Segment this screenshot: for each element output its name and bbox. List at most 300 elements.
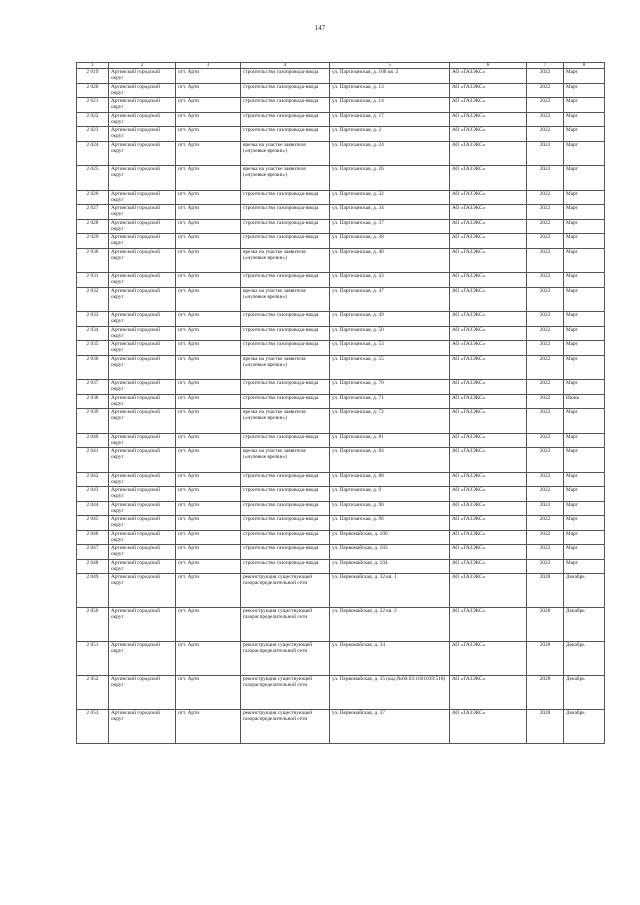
- year-cell: 2028: [527, 710, 564, 744]
- row-number-cell: 2 022: [77, 112, 109, 127]
- table-row: [77, 545, 605, 560]
- month-cell: Март: [564, 219, 605, 234]
- organization-cell: АО «ГАЗЭКС»: [450, 234, 527, 249]
- district-cell: Артинский городской округ: [109, 83, 176, 98]
- table-row: [77, 98, 605, 113]
- table-row: [77, 710, 605, 744]
- month-cell: Март: [564, 341, 605, 356]
- table-row: [77, 326, 605, 341]
- locality-cell: пгт. Арти: [176, 608, 241, 642]
- address-cell: ул. Партизанская, д. 72: [330, 409, 450, 434]
- locality-cell: пгт. Арти: [176, 166, 241, 191]
- work-type-cell: строительство газопровода-ввода: [241, 326, 330, 341]
- address-cell: ул. Партизанская, д. 81: [330, 433, 450, 448]
- year-cell: 2022: [527, 326, 564, 341]
- row-number-cell: 2 045: [77, 516, 109, 531]
- year-cell: 2022: [527, 190, 564, 205]
- organization-cell: АО «ГАЗЭКС»: [450, 545, 527, 560]
- address-cell: ул. Партизанская, д. 49: [330, 312, 450, 327]
- month-cell: Март: [564, 516, 605, 531]
- address-cell: ул. Партизанская, д. 17: [330, 112, 450, 127]
- organization-cell: АО «ГАЗЭКС»: [450, 287, 527, 312]
- address-cell: ул. Первомайская, д. 35 (кад.№66:03:1601039:518): [330, 676, 450, 710]
- month-cell: Март: [564, 448, 605, 473]
- year-cell: 2022: [527, 312, 564, 327]
- organization-cell: АО «ГАЗЭКС»: [450, 112, 527, 127]
- row-number-cell: 2 039: [77, 409, 109, 434]
- work-type-cell: строительство газопровода-ввода: [241, 69, 330, 84]
- locality-cell: пгт. Арти: [176, 501, 241, 516]
- address-cell: ул. Партизанская, д. 96: [330, 516, 450, 531]
- table-row: [77, 487, 605, 502]
- year-cell: 2022: [527, 273, 564, 288]
- row-number-cell: 2 049: [77, 574, 109, 608]
- column-number: 4: [241, 63, 330, 69]
- work-type-cell: строительство газопровода-ввода: [241, 234, 330, 249]
- organization-cell: АО «ГАЗЭКС»: [450, 69, 527, 84]
- district-cell: Артинский городской округ: [109, 545, 176, 560]
- district-cell: Артинский городской округ: [109, 69, 176, 84]
- row-number-cell: 2 042: [77, 472, 109, 487]
- locality-cell: пгт. Арти: [176, 98, 241, 113]
- table-row: [77, 608, 605, 642]
- column-number: 7: [527, 63, 564, 69]
- work-type-cell: строительство газопровода-ввода: [241, 501, 330, 516]
- locality-cell: пгт. Арти: [176, 380, 241, 395]
- locality-cell: пгт. Арти: [176, 326, 241, 341]
- work-type-cell: строительство газопровода-ввода: [241, 127, 330, 142]
- address-cell: ул. Первомайская, д. 100: [330, 530, 450, 545]
- address-cell: ул. Партизанская, д. 70: [330, 380, 450, 395]
- month-cell: Декабрь: [564, 642, 605, 676]
- table-row: [77, 380, 605, 395]
- district-cell: Артинский городской округ: [109, 530, 176, 545]
- locality-cell: пгт. Арти: [176, 559, 241, 574]
- year-cell: 2022: [527, 501, 564, 516]
- organization-cell: АО «ГАЗЭКС»: [450, 166, 527, 191]
- district-cell: Артинский городской округ: [109, 608, 176, 642]
- locality-cell: пгт. Арти: [176, 545, 241, 560]
- locality-cell: пгт. Арти: [176, 273, 241, 288]
- month-cell: Март: [564, 205, 605, 220]
- address-cell: ул. Партизанская, д. 50: [330, 326, 450, 341]
- work-type-cell: врезка на участке заявителя («нулевые врезки»): [241, 355, 330, 380]
- year-cell: 2022: [527, 98, 564, 113]
- address-cell: ул. Партизанская, д. 24: [330, 141, 450, 166]
- work-type-cell: реконструкция существующей газораспределительной сети: [241, 710, 330, 744]
- year-cell: 2022: [527, 559, 564, 574]
- locality-cell: пгт. Арти: [176, 141, 241, 166]
- table-row: [77, 127, 605, 142]
- locality-cell: пгт. Арти: [176, 472, 241, 487]
- district-cell: Артинский городской округ: [109, 355, 176, 380]
- row-number-cell: 2 034: [77, 326, 109, 341]
- district-cell: Артинский городской округ: [109, 574, 176, 608]
- table-body: [77, 63, 605, 744]
- column-number: 2: [109, 63, 176, 69]
- row-number-cell: 2 031: [77, 273, 109, 288]
- year-cell: 2022: [527, 287, 564, 312]
- locality-cell: пгт. Арти: [176, 341, 241, 356]
- year-cell: 2028: [527, 608, 564, 642]
- row-number-cell: 2 024: [77, 141, 109, 166]
- year-cell: 2028: [527, 642, 564, 676]
- locality-cell: пгт. Арти: [176, 219, 241, 234]
- work-type-cell: строительство газопровода-ввода: [241, 559, 330, 574]
- table-row: [77, 409, 605, 434]
- address-cell: ул. Партизанская, д. 32: [330, 190, 450, 205]
- column-number: 5: [330, 63, 450, 69]
- district-cell: Артинский городской округ: [109, 287, 176, 312]
- table-row: [77, 394, 605, 409]
- district-cell: Артинский городской округ: [109, 312, 176, 327]
- district-cell: Артинский городской округ: [109, 112, 176, 127]
- organization-cell: АО «ГАЗЭКС»: [450, 516, 527, 531]
- month-cell: Март: [564, 234, 605, 249]
- table-row: [77, 559, 605, 574]
- month-cell: Декабрь: [564, 574, 605, 608]
- organization-cell: АО «ГАЗЭКС»: [450, 219, 527, 234]
- work-type-cell: строительство газопровода-ввода: [241, 433, 330, 448]
- district-cell: Артинский городской округ: [109, 205, 176, 220]
- organization-cell: АО «ГАЗЭКС»: [450, 312, 527, 327]
- organization-cell: АО «ГАЗЭКС»: [450, 98, 527, 113]
- month-cell: Март: [564, 545, 605, 560]
- locality-cell: пгт. Арти: [176, 355, 241, 380]
- locality-cell: пгт. Арти: [176, 516, 241, 531]
- address-cell: ул. Партизанская, д. 26: [330, 166, 450, 191]
- month-cell: Март: [564, 190, 605, 205]
- month-cell: Март: [564, 287, 605, 312]
- year-cell: 2022: [527, 341, 564, 356]
- year-cell: 2022: [527, 433, 564, 448]
- table-row: [77, 141, 605, 166]
- row-number-cell: 2 035: [77, 341, 109, 356]
- organization-cell: АО «ГАЗЭКС»: [450, 530, 527, 545]
- year-cell: 2022: [527, 448, 564, 473]
- table-row: [77, 205, 605, 220]
- column-number: 3: [176, 63, 241, 69]
- address-cell: ул. Партизанская, д. 38: [330, 234, 450, 249]
- work-type-cell: врезка на участке заявителя («нулевые врезки»): [241, 409, 330, 434]
- year-cell: 2022: [527, 166, 564, 191]
- work-type-cell: строительство газопровода-ввода: [241, 487, 330, 502]
- work-type-cell: строительство газопровода-ввода: [241, 312, 330, 327]
- row-number-cell: 2 044: [77, 501, 109, 516]
- row-number-cell: 2 037: [77, 380, 109, 395]
- district-cell: Артинский городской округ: [109, 394, 176, 409]
- work-type-cell: врезка на участке заявителя («нулевые врезки»): [241, 141, 330, 166]
- locality-cell: пгт. Арти: [176, 433, 241, 448]
- year-cell: 2022: [527, 83, 564, 98]
- gasification-register-table: [76, 62, 605, 744]
- district-cell: Артинский городской округ: [109, 501, 176, 516]
- organization-cell: АО «ГАЗЭКС»: [450, 433, 527, 448]
- district-cell: Артинский городской округ: [109, 642, 176, 676]
- row-number-cell: 2 043: [77, 487, 109, 502]
- table-row: [77, 166, 605, 191]
- row-number-cell: 2 019: [77, 69, 109, 84]
- district-cell: Артинский городской округ: [109, 516, 176, 531]
- table-row: [77, 433, 605, 448]
- organization-cell: АО «ГАЗЭКС»: [450, 487, 527, 502]
- table-row: [77, 530, 605, 545]
- work-type-cell: врезка на участке заявителя («нулевые врезки»): [241, 448, 330, 473]
- month-cell: Март: [564, 141, 605, 166]
- year-cell: 2022: [527, 248, 564, 273]
- row-number-cell: 2 028: [77, 219, 109, 234]
- address-cell: ул. Первомайская, д. 103: [330, 545, 450, 560]
- address-cell: ул. Первомайская, д. 32 кв. 1: [330, 574, 450, 608]
- address-cell: ул. Партизанская, д. 53: [330, 341, 450, 356]
- row-number-cell: 2 046: [77, 530, 109, 545]
- address-cell: ул. Первомайская, д. 37: [330, 710, 450, 744]
- month-cell: Март: [564, 530, 605, 545]
- district-cell: Артинский городской округ: [109, 248, 176, 273]
- work-type-cell: строительство газопровода-ввода: [241, 530, 330, 545]
- work-type-cell: строительство газопровода-ввода: [241, 273, 330, 288]
- organization-cell: АО «ГАЗЭКС»: [450, 559, 527, 574]
- district-cell: Артинский городской округ: [109, 380, 176, 395]
- table-row: [77, 287, 605, 312]
- locality-cell: пгт. Арти: [176, 83, 241, 98]
- district-cell: Артинский городской округ: [109, 326, 176, 341]
- month-cell: Март: [564, 472, 605, 487]
- district-cell: Артинский городской округ: [109, 234, 176, 249]
- work-type-cell: строительство газопровода-ввода: [241, 98, 330, 113]
- organization-cell: АО «ГАЗЭКС»: [450, 248, 527, 273]
- address-cell: ул. Партизанская, д. 90: [330, 501, 450, 516]
- work-type-cell: врезка на участке заявителя («нулевые врезки»): [241, 287, 330, 312]
- row-number-cell: 2 048: [77, 559, 109, 574]
- locality-cell: пгт. Арти: [176, 394, 241, 409]
- organization-cell: АО «ГАЗЭКС»: [450, 501, 527, 516]
- table-row: [77, 642, 605, 676]
- table-row: [77, 234, 605, 249]
- year-cell: 2022: [527, 355, 564, 380]
- address-cell: ул. Партизанская, д. 43: [330, 273, 450, 288]
- address-cell: ул. Первомайская, д. 34: [330, 642, 450, 676]
- district-cell: Артинский городской округ: [109, 219, 176, 234]
- organization-cell: АО «ГАЗЭКС»: [450, 574, 527, 608]
- row-number-cell: 2 036: [77, 355, 109, 380]
- row-number-cell: 2 038: [77, 394, 109, 409]
- row-number-cell: 2 029: [77, 234, 109, 249]
- table-row: [77, 574, 605, 608]
- address-cell: ул. Партизанская, д. 71: [330, 394, 450, 409]
- work-type-cell: строительство газопровода-ввода: [241, 205, 330, 220]
- table-row: [77, 69, 605, 84]
- district-cell: Артинский городской округ: [109, 433, 176, 448]
- address-cell: ул. Партизанская, д. 13: [330, 83, 450, 98]
- work-type-cell: строительство газопровода-ввода: [241, 545, 330, 560]
- month-cell: Март: [564, 326, 605, 341]
- month-cell: Март: [564, 501, 605, 516]
- address-cell: ул. Первомайская, д. 32 кв. 2: [330, 608, 450, 642]
- organization-cell: АО «ГАЗЭКС»: [450, 472, 527, 487]
- month-cell: Март: [564, 433, 605, 448]
- locality-cell: пгт. Арти: [176, 676, 241, 710]
- month-cell: Март: [564, 312, 605, 327]
- work-type-cell: врезка на участке заявителя («нулевые врезки»): [241, 248, 330, 273]
- row-number-cell: 2 030: [77, 248, 109, 273]
- work-type-cell: реконструкция существующей газораспределительной сети: [241, 676, 330, 710]
- locality-cell: пгт. Арти: [176, 112, 241, 127]
- year-cell: 2022: [527, 487, 564, 502]
- address-cell: ул. Партизанская, д. 9: [330, 487, 450, 502]
- month-cell: Март: [564, 248, 605, 273]
- table-row: [77, 472, 605, 487]
- organization-cell: АО «ГАЗЭКС»: [450, 608, 527, 642]
- year-cell: 2022: [527, 112, 564, 127]
- year-cell: 2022: [527, 545, 564, 560]
- month-cell: Март: [564, 69, 605, 84]
- locality-cell: пгт. Арти: [176, 487, 241, 502]
- year-cell: 2022: [527, 409, 564, 434]
- district-cell: Артинский городской округ: [109, 341, 176, 356]
- row-number-cell: 2 026: [77, 190, 109, 205]
- table-row: [77, 448, 605, 473]
- month-cell: Март: [564, 98, 605, 113]
- address-cell: ул. Партизанская, д. 88: [330, 472, 450, 487]
- work-type-cell: строительство газопровода-ввода: [241, 380, 330, 395]
- table-row: [77, 501, 605, 516]
- district-cell: Артинский городской округ: [109, 190, 176, 205]
- year-cell: 2028: [527, 676, 564, 710]
- address-cell: ул. Партизанская, д. 40: [330, 248, 450, 273]
- district-cell: Артинский городской округ: [109, 166, 176, 191]
- row-number-cell: 2 021: [77, 98, 109, 113]
- year-cell: 2022: [527, 234, 564, 249]
- table-row: [77, 190, 605, 205]
- district-cell: Артинский городской округ: [109, 98, 176, 113]
- district-cell: Артинский городской округ: [109, 676, 176, 710]
- month-cell: Декабрь: [564, 608, 605, 642]
- row-number-cell: 2 040: [77, 433, 109, 448]
- work-type-cell: строительство газопровода-ввода: [241, 190, 330, 205]
- month-cell: Март: [564, 559, 605, 574]
- organization-cell: АО «ГАЗЭКС»: [450, 409, 527, 434]
- district-cell: Артинский городской округ: [109, 141, 176, 166]
- month-cell: Март: [564, 380, 605, 395]
- locality-cell: пгт. Арти: [176, 448, 241, 473]
- year-cell: 2022: [527, 530, 564, 545]
- table-row: [77, 273, 605, 288]
- row-number-cell: 2 025: [77, 166, 109, 191]
- table-row: [77, 248, 605, 273]
- year-cell: 2022: [527, 219, 564, 234]
- locality-cell: пгт. Арти: [176, 642, 241, 676]
- district-cell: Артинский городской округ: [109, 487, 176, 502]
- locality-cell: пгт. Арти: [176, 248, 241, 273]
- address-cell: ул. Партизанская, д. 34: [330, 205, 450, 220]
- table-row: [77, 516, 605, 531]
- month-cell: Март: [564, 273, 605, 288]
- organization-cell: АО «ГАЗЭКС»: [450, 205, 527, 220]
- year-cell: 2022: [527, 472, 564, 487]
- row-number-cell: 2 023: [77, 127, 109, 142]
- month-cell: Март: [564, 127, 605, 142]
- address-cell: ул. Первомайская, д. 104: [330, 559, 450, 574]
- work-type-cell: строительство газопровода-ввода: [241, 516, 330, 531]
- row-number-cell: 2 050: [77, 608, 109, 642]
- row-number-cell: 2 052: [77, 676, 109, 710]
- month-cell: Март: [564, 355, 605, 380]
- organization-cell: АО «ГАЗЭКС»: [450, 642, 527, 676]
- month-cell: Март: [564, 487, 605, 502]
- district-cell: Артинский городской округ: [109, 559, 176, 574]
- work-type-cell: реконструкция существующей газораспределительной сети: [241, 608, 330, 642]
- year-cell: 2022: [527, 394, 564, 409]
- year-cell: 2022: [527, 380, 564, 395]
- organization-cell: АО «ГАЗЭКС»: [450, 676, 527, 710]
- locality-cell: пгт. Арти: [176, 574, 241, 608]
- work-type-cell: врезка на участке заявителя («нулевые врезки»): [241, 166, 330, 191]
- organization-cell: АО «ГАЗЭКС»: [450, 141, 527, 166]
- locality-cell: пгт. Арти: [176, 287, 241, 312]
- row-number-cell: 2 033: [77, 312, 109, 327]
- work-type-cell: реконструкция существующей газораспределительной сети: [241, 642, 330, 676]
- district-cell: Артинский городской округ: [109, 273, 176, 288]
- column-number: 6: [450, 63, 527, 69]
- organization-cell: АО «ГАЗЭКС»: [450, 190, 527, 205]
- row-number-cell: 2 020: [77, 83, 109, 98]
- table-row: [77, 83, 605, 98]
- month-cell: Март: [564, 409, 605, 434]
- organization-cell: АО «ГАЗЭКС»: [450, 394, 527, 409]
- work-type-cell: строительство газопровода-ввода: [241, 341, 330, 356]
- locality-cell: пгт. Арти: [176, 710, 241, 744]
- work-type-cell: реконструкция существующей газораспределительной сети: [241, 574, 330, 608]
- work-type-cell: строительство газопровода-ввода: [241, 112, 330, 127]
- organization-cell: АО «ГАЗЭКС»: [450, 326, 527, 341]
- organization-cell: АО «ГАЗЭКС»: [450, 83, 527, 98]
- locality-cell: пгт. Арти: [176, 312, 241, 327]
- address-cell: ул. Партизанская, д. 14: [330, 98, 450, 113]
- district-cell: Артинский городской округ: [109, 472, 176, 487]
- table-row: [77, 341, 605, 356]
- table-row: [77, 312, 605, 327]
- organization-cell: АО «ГАЗЭКС»: [450, 355, 527, 380]
- address-cell: ул. Партизанская, д. 2: [330, 127, 450, 142]
- locality-cell: пгт. Арти: [176, 190, 241, 205]
- locality-cell: пгт. Арти: [176, 205, 241, 220]
- year-cell: 2022: [527, 141, 564, 166]
- month-cell: Март: [564, 112, 605, 127]
- work-type-cell: строительство газопровода-ввода: [241, 394, 330, 409]
- row-number-cell: 2 051: [77, 642, 109, 676]
- row-number-cell: 2 027: [77, 205, 109, 220]
- address-cell: ул. Партизанская, д. 10б кв. 2: [330, 69, 450, 84]
- column-number: 8: [564, 63, 605, 69]
- district-cell: Артинский городской округ: [109, 409, 176, 434]
- address-cell: ул. Партизанская, д. 47: [330, 287, 450, 312]
- organization-cell: АО «ГАЗЭКС»: [450, 273, 527, 288]
- work-type-cell: строительство газопровода-ввода: [241, 219, 330, 234]
- table-row: [77, 676, 605, 710]
- table-row: [77, 219, 605, 234]
- month-cell: Март: [564, 83, 605, 98]
- organization-cell: АО «ГАЗЭКС»: [450, 127, 527, 142]
- organization-cell: АО «ГАЗЭКС»: [450, 710, 527, 744]
- year-cell: 2022: [527, 205, 564, 220]
- organization-cell: АО «ГАЗЭКС»: [450, 448, 527, 473]
- organization-cell: АО «ГАЗЭКС»: [450, 380, 527, 395]
- locality-cell: пгт. Арти: [176, 234, 241, 249]
- address-cell: ул. Партизанская, д. 37: [330, 219, 450, 234]
- row-number-cell: 2 047: [77, 545, 109, 560]
- address-cell: ул. Партизанская, д. 55: [330, 355, 450, 380]
